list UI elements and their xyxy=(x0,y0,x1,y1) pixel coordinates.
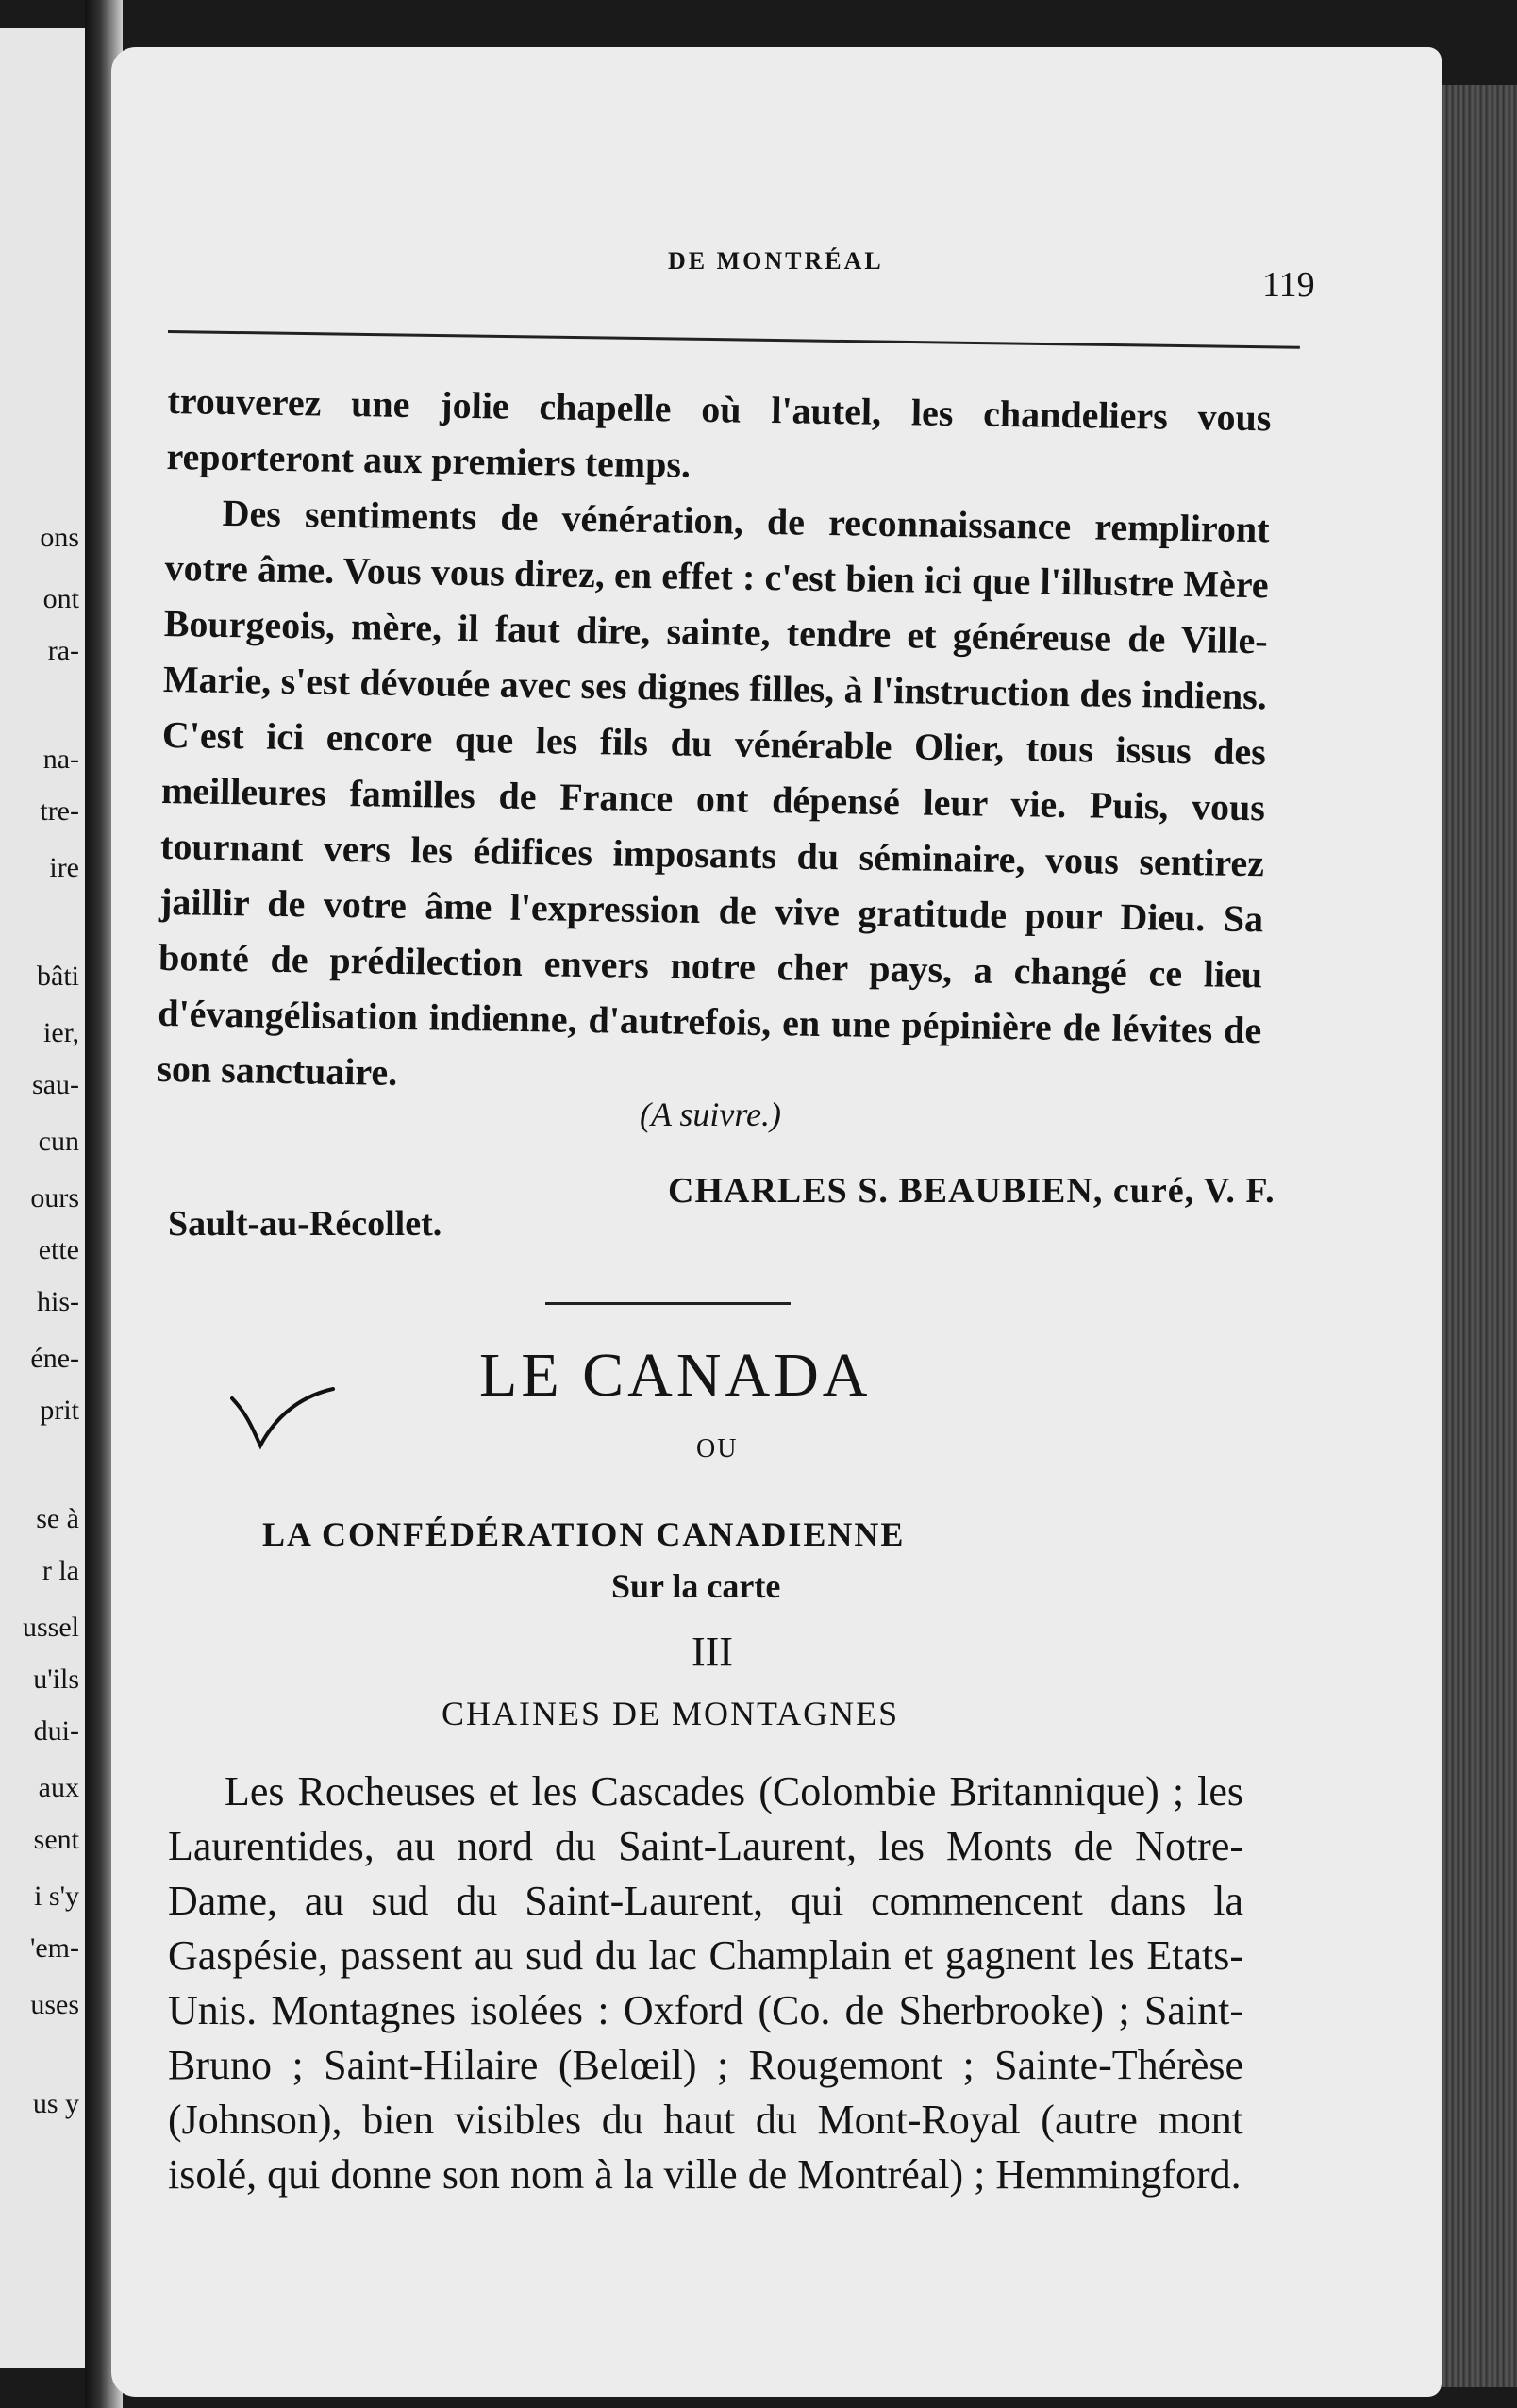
facing-page-text: sau- xyxy=(32,1069,79,1100)
title-connector: OU xyxy=(696,1434,739,1463)
facing-page-text: ette xyxy=(38,1234,79,1265)
facing-page-text: cun xyxy=(38,1126,79,1157)
facing-page-text: na- xyxy=(42,744,79,775)
facing-page-text: u'ils xyxy=(33,1664,79,1695)
facing-page-text: sent xyxy=(33,1824,79,1855)
facing-page-text: us y xyxy=(32,2088,79,2119)
facing-page-fragment xyxy=(0,28,87,2368)
facing-page-text: éne- xyxy=(30,1343,79,1374)
facing-page-text: ont xyxy=(42,583,79,614)
facing-page-text: his- xyxy=(37,1286,79,1317)
running-title: DE MONTRÉAL xyxy=(668,247,884,275)
facing-page-text: 'em- xyxy=(29,1932,79,1964)
page-number: 119 xyxy=(1262,265,1315,305)
section-divider xyxy=(545,1302,791,1305)
article-body xyxy=(168,1764,1243,2202)
facing-page-text: prit xyxy=(40,1395,79,1426)
article-subheading: Sur la carte xyxy=(611,1567,781,1605)
book-page xyxy=(111,47,1442,2397)
facing-page-text: ra- xyxy=(47,635,79,666)
place-name: Sault-au-Récollet. xyxy=(168,1204,442,1244)
facing-page-text: ussel xyxy=(23,1612,79,1643)
page-content xyxy=(157,47,1394,2397)
facing-page-text: bâti xyxy=(37,961,79,992)
facing-page-text: ier, xyxy=(43,1017,79,1048)
article-paragraph: Les Rocheuses et les Cascades (Colombie Britannique) ; les Laurentides, au nord du Saint-Laurent, les Monts de Notre-Dame, au sud du Saint-Laurent, qui commencent dans la Gaspésie, passent au sud du lac Champlain et gagnent les Etats-Unis. Montagnes isolées : Oxford (Co. de Sherbrooke) ; Saint-Bruno ; Saint-Hilaire (Belœil) ; Rougemont ; Sainte-Thérèse (Johnson), bien visibles du haut du Mont-Royal (autre mont isolé, qui donne son nom à la ville de Montréal) ; Hemmingford. xyxy=(168,1768,1243,2198)
section-number: III xyxy=(692,1629,733,1675)
article-subtitle: LA CONFÉDÉRATION CANADIENNE xyxy=(262,1515,906,1553)
facing-page-text: r la xyxy=(42,1555,79,1586)
page-edges xyxy=(1442,85,1517,2387)
facing-page-text: ons xyxy=(40,522,79,553)
facing-page-text: aux xyxy=(38,1772,79,1803)
facing-page-text: i s'y xyxy=(34,1881,79,1912)
header-rule xyxy=(168,330,1300,349)
section-title: CHAINES DE MONTAGNES xyxy=(442,1695,900,1732)
paragraph-1: trouverez une jolie chapelle où l'autel, les chandeliers vous reporteront aux premiers temps. xyxy=(166,378,1272,486)
facing-page-text: ours xyxy=(30,1182,79,1213)
article-body-previous xyxy=(157,373,1272,1113)
facing-page-text: dui- xyxy=(33,1715,79,1747)
a-suivre: (A suivre.) xyxy=(640,1095,781,1133)
facing-page-text: tre- xyxy=(40,795,79,827)
facing-page-text: se à xyxy=(36,1503,79,1534)
article-title: LE CANADA xyxy=(479,1341,872,1410)
signature: CHARLES S. BEAUBIEN, curé, V. F. xyxy=(668,1171,1275,1211)
facing-page-text: uses xyxy=(30,1989,79,2020)
facing-page-text: ire xyxy=(49,852,79,883)
paragraph-2: Des sentiments de vénération, de reconnaissance rempliront votre âme. Vous vous direz, en effet : c'est bien ici que l'illustre Mère Bourgeois, mère, il faut dire, sainte, tendre et généreuse de Ville-Marie, s'est dévouée avec ses dignes filles, à l'instruction des indiens. C'est ici encore que les fils du vénérable Olier, tous issus des meilleures familles de France ont dépensé leur vie. Puis, vous tournant vers les édifices imposants du séminaire, vous sentirez jaillir de votre âme l'expression de vive gratitude pour Dieu. Sa bonté de prédilection envers notre cher pays, a changé ce lieu d'évangélisation indienne, d'autrefois, en une pépinière de lévites de son sanctuaire. xyxy=(157,491,1270,1094)
checkmark-icon xyxy=(225,1378,338,1453)
